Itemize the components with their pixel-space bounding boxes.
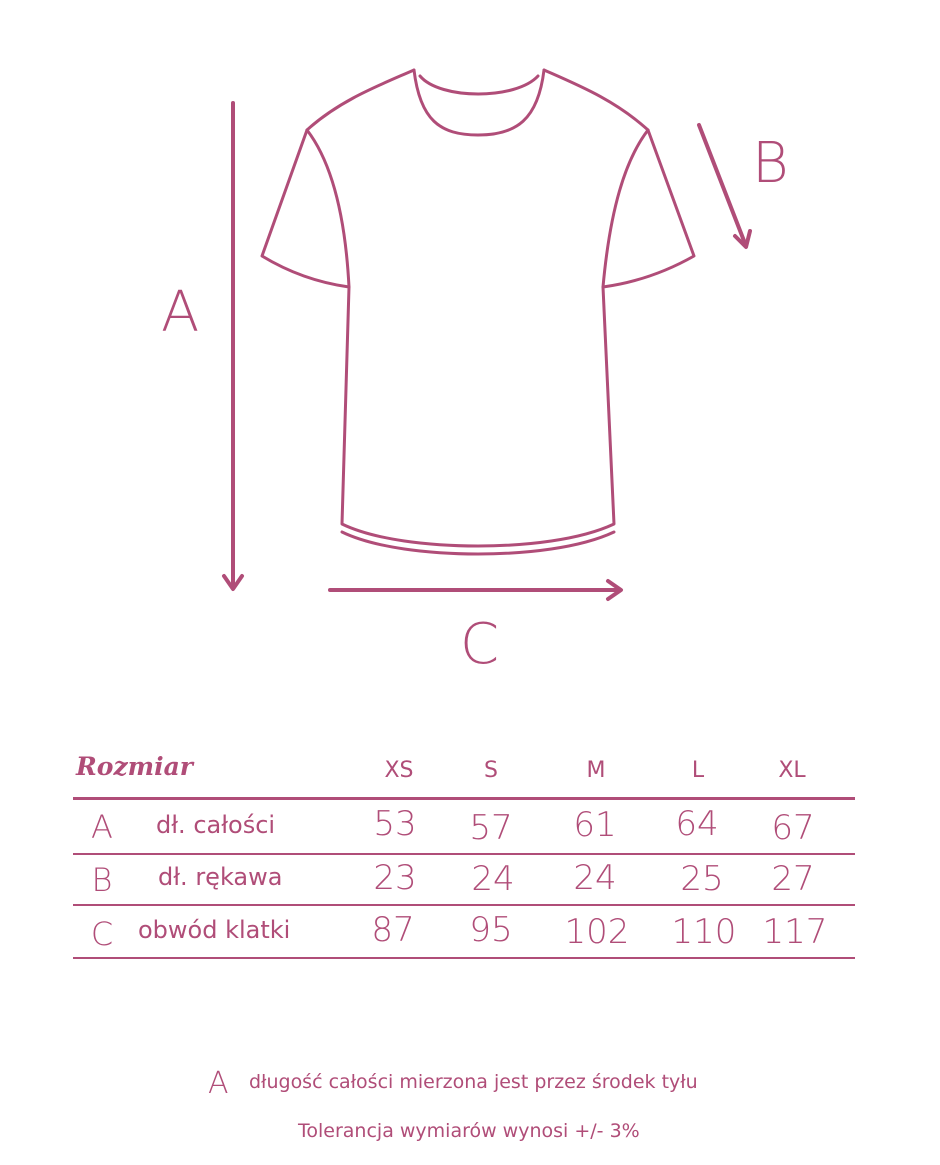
table-cell: 24 [573, 858, 617, 898]
row-label: obwód klatki [138, 916, 291, 944]
table-cell: 87 [371, 910, 415, 950]
dimension-label-a: A [161, 280, 200, 345]
table-cell: 110 [671, 912, 737, 952]
tolerance-note: Tolerancja wymiarów wynosi +/- 3% [298, 1120, 640, 1142]
row-letter: C [90, 915, 114, 953]
table-row-rule [73, 853, 855, 855]
note-a-letter: A [208, 1066, 229, 1101]
table-cell: 27 [771, 859, 815, 899]
tshirt-left-sleeve-seam [307, 130, 349, 287]
table-cell: 67 [771, 808, 815, 848]
table-header-rule [73, 797, 855, 800]
table-cell: 117 [762, 912, 828, 952]
table-cell: 102 [564, 912, 630, 952]
table-cell: 61 [573, 805, 617, 845]
size-header-m: M [586, 758, 606, 783]
row-label: dł. całości [156, 811, 276, 839]
dimension-label-b: B [752, 131, 789, 196]
row-label: dł. rękawa [158, 863, 283, 891]
table-cell: 53 [373, 804, 417, 844]
tshirt-right-sleeve-seam [603, 130, 648, 287]
table-cell: 25 [680, 859, 724, 899]
size-header-xs: XS [384, 758, 414, 783]
tshirt-collar-inner [420, 76, 538, 94]
table-cell: 23 [373, 858, 417, 898]
size-header-l: L [691, 758, 705, 783]
size-header-xl: XL [778, 758, 806, 783]
table-title: Rozmiar [76, 752, 193, 781]
tshirt-hem [342, 532, 614, 554]
tshirt-outline [262, 70, 694, 546]
table-cell: 57 [469, 808, 513, 848]
row-letter: B [91, 861, 113, 899]
arrow-b-shaft [699, 125, 746, 246]
row-letter: A [91, 808, 113, 846]
table-cell: 64 [675, 804, 719, 844]
note-a-text: długość całości mierzona jest przez środek tyłu [249, 1071, 698, 1093]
tshirt-collar-outer [414, 70, 544, 135]
dimension-label-c: C [460, 612, 500, 677]
table-bottom-rule [73, 957, 855, 959]
table-cell: 95 [469, 910, 513, 950]
table-cell: 24 [471, 859, 515, 899]
size-header-s: S [484, 758, 498, 783]
table-row-rule [73, 904, 855, 906]
